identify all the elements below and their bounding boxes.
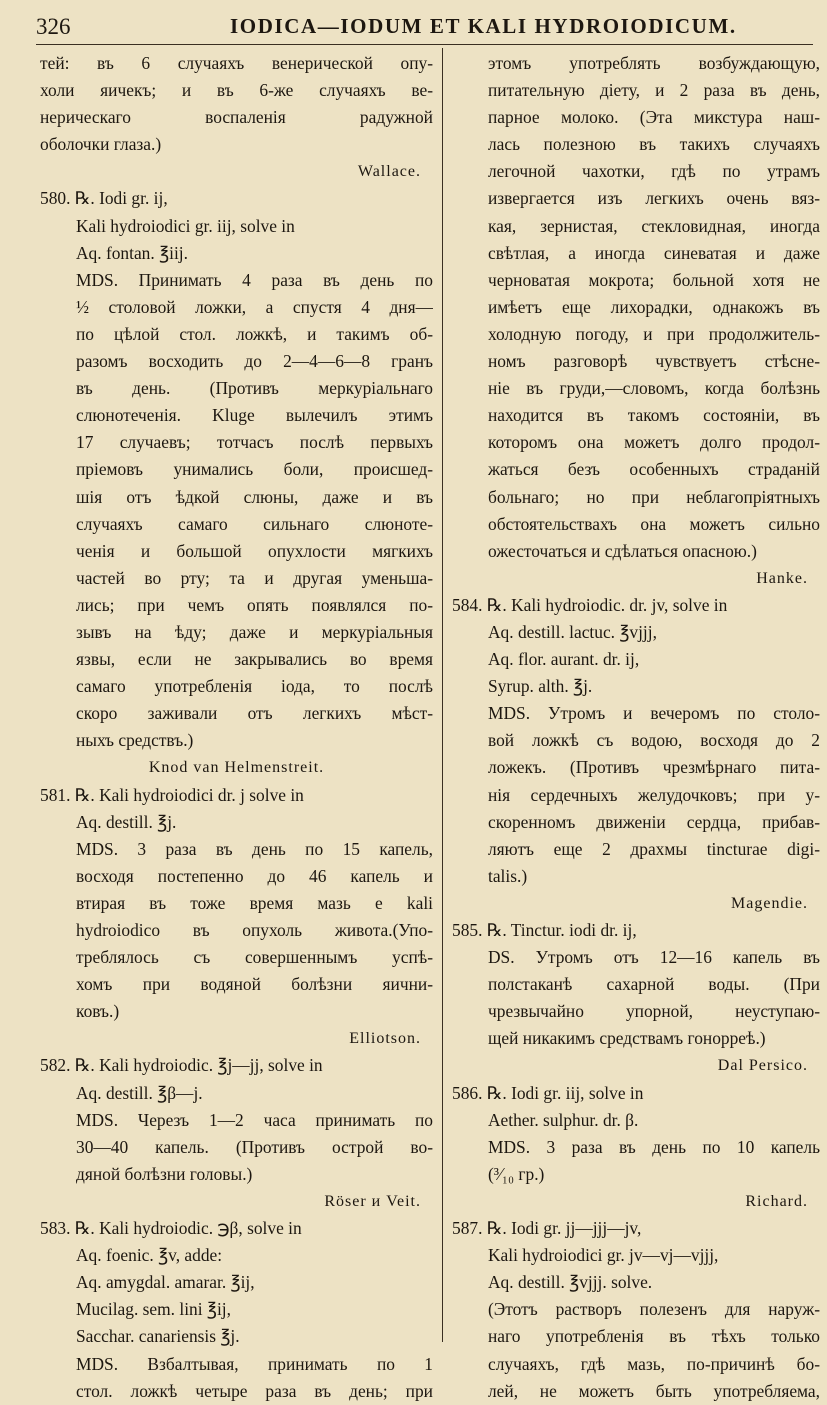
text-line: hydroiodico въ опухоль живота.(Упо- bbox=[76, 920, 433, 940]
text-line: MDS. Принимать 4 раза въ день по bbox=[76, 269, 433, 290]
text-line: хомъ при водяной болѣзни яични- bbox=[76, 974, 433, 995]
text-line: Kali hydroiodici gr. jv—vj—vjjj, bbox=[488, 1245, 719, 1266]
text-line: частей во рту; та и другая уменьша- bbox=[76, 567, 433, 588]
text-line: Sacchar. canariensis ℥j. bbox=[76, 1326, 240, 1347]
text-line: ковъ.) bbox=[76, 1001, 120, 1022]
text-line: (³⁄₁₀ гр.) bbox=[488, 1163, 545, 1184]
page-number: 326 bbox=[36, 14, 71, 39]
author-attribution: Dal Persico. bbox=[717, 1057, 808, 1075]
text-line: Mucilag. sem. lini ℥ij, bbox=[76, 1299, 231, 1320]
column-divider bbox=[442, 48, 443, 1342]
text-line: нія сердечныхъ желудочковъ; при у- bbox=[488, 784, 820, 805]
text-line: слюнотеченія. Kluge вылечилъ этимъ bbox=[76, 405, 433, 426]
text-line: скоренномъ движеніи сердца, прибав- bbox=[488, 811, 820, 832]
text-line: тей: въ 6 случаяхъ венерической опу- bbox=[40, 53, 433, 73]
text-line: случаяхъ, гдѣ мазь, по-причинѣ бо- bbox=[488, 1353, 820, 1374]
text-line: холодную погоду, и при продолжитель- bbox=[488, 323, 820, 344]
text-line: MDS. Взбалтывая, принимать по 1 bbox=[76, 1353, 433, 1374]
header-rule bbox=[36, 44, 813, 45]
text-line: стол. ложкѣ четыре раза въ день; при bbox=[76, 1380, 433, 1401]
text-line: ½ столовой ложки, а спустя 4 дня— bbox=[76, 296, 433, 317]
text-line: лей, не можетъ быть употребляема, bbox=[488, 1380, 820, 1401]
text-line: нерическаго воспаленія радужной bbox=[40, 107, 433, 128]
text-line: этомъ употреблять возбуждающую, bbox=[488, 53, 820, 73]
text-line: скоро заживали отъ легкихъ мѣст- bbox=[76, 703, 433, 724]
author-attribution: Richard. bbox=[745, 1192, 808, 1210]
text-line: полстаканѣ сахарной воды. (При bbox=[488, 974, 820, 995]
author-attribution: Wallace. bbox=[357, 163, 421, 181]
text-line: ляютъ еще 2 драхмы tincturae digi- bbox=[488, 838, 820, 859]
text-line: свѣтлая, а иногда синеватая и даже bbox=[488, 242, 820, 263]
text-line: Aq. destill. ℥β—j. bbox=[76, 1082, 203, 1103]
text-line: Aq. destill. lactuc. ℥vjjj, bbox=[488, 621, 657, 642]
text-line: жаться безъ особенныхъ страданій bbox=[488, 459, 820, 480]
text-line: лась полезною въ такихъ случаяхъ bbox=[488, 134, 820, 155]
text-line: ложекъ. (Противъ чрезмѣрнаго пита- bbox=[488, 757, 820, 778]
recipe-header: 581. ℞. Kali hydroiodici dr. j solve in bbox=[40, 784, 304, 805]
text-line: имѣетъ еще лихорадки, однакожъ въ bbox=[488, 296, 820, 317]
text-line: 17 случаевъ; тотчасъ послѣ первыхъ bbox=[76, 432, 433, 453]
text-line: номъ разговорѣ чувствуетъ стѣсне- bbox=[488, 351, 820, 372]
text-line: кая, зернистая, стекловидная, иногда bbox=[488, 215, 820, 236]
text-line: черноватая мокрота; больной хотя не bbox=[488, 269, 820, 290]
text-line: оболочки глаза.) bbox=[40, 134, 162, 155]
text-line: больнаго; но при неблагопріятныхъ bbox=[488, 486, 820, 507]
text-line: 30—40 капель. (Противъ острой во- bbox=[76, 1136, 433, 1157]
text-line: лись; при чемъ опять появлялся по- bbox=[76, 594, 433, 615]
text-line: MDS. 3 раза въ день по 15 капель, bbox=[76, 838, 433, 859]
recipe-header: 583. ℞. Kali hydroiodic. ℈β, solve in bbox=[40, 1218, 302, 1239]
text-line: шія отъ ѣдкой слюны, даже и въ bbox=[76, 486, 433, 507]
text-line: (Этотъ растворъ полезенъ для наруж- bbox=[488, 1299, 820, 1320]
text-line: пріемовъ унимались боли, происшед- bbox=[76, 459, 433, 480]
recipe-header: 580. ℞. Iodi gr. ij, bbox=[40, 188, 168, 209]
text-line: самаго употребленія іода, то послѣ bbox=[76, 676, 433, 697]
text-line: находится въ такомъ состояніи, въ bbox=[488, 405, 820, 426]
text-line: MDS. Утромъ и вечеромъ по столо- bbox=[488, 703, 820, 724]
text-line: talis.) bbox=[488, 865, 528, 886]
page-header bbox=[30, 6, 807, 46]
text-line: по цѣлой стол. ложкѣ, и такимъ об- bbox=[76, 323, 433, 344]
text-line: Aq. flor. aurant. dr. ij, bbox=[488, 649, 640, 670]
author-attribution: Elliotson. bbox=[349, 1030, 421, 1048]
recipe-header: 584. ℞. Kali hydroiodic. dr. jv, solve in bbox=[452, 594, 728, 615]
text-line: ожесточаться и сдѣлаться опасною.) bbox=[488, 540, 757, 561]
right-column bbox=[452, 50, 820, 1405]
text-line: щей никакимъ средствамъ гонорреѣ.) bbox=[488, 1028, 766, 1049]
text-line: язвы, если не закрывались во время bbox=[76, 649, 433, 670]
text-line: Aether. sulphur. dr. β. bbox=[488, 1109, 639, 1130]
text-line: DS. Утромъ отъ 12—16 капель въ bbox=[488, 947, 820, 968]
text-line: ніе въ груди,—словомъ, когда болѣзнь bbox=[488, 378, 820, 399]
text-line: обстоятельствахъ она можетъ сильно bbox=[488, 513, 820, 534]
text-line: разомъ восходить до 2—4—6—8 гранъ bbox=[76, 351, 433, 372]
text-line: MDS. 3 раза въ день по 10 капель bbox=[488, 1136, 820, 1157]
text-line: въ день. (Противъ меркуріальнаго bbox=[76, 378, 433, 399]
text-line: Syrup. alth. ℥j. bbox=[488, 676, 593, 697]
author-attribution: Magendie. bbox=[731, 894, 808, 912]
author-attribution: Hanke. bbox=[756, 569, 808, 587]
author-attribution: Knod van Helmenstreit. bbox=[148, 759, 325, 777]
text-line: извергается изъ легкихъ очень вяз- bbox=[488, 188, 820, 209]
left-column bbox=[40, 50, 433, 1405]
text-line: которомъ она можетъ долго продол- bbox=[488, 432, 820, 453]
text-line: Aq. destill. ℥vjjj. solve. bbox=[488, 1272, 653, 1293]
text-line: зывъ на ѣду; даже и меркуріальныя bbox=[76, 621, 433, 642]
text-line: дяной болѣзни головы.) bbox=[76, 1163, 253, 1184]
text-line: Aq. destill. ℥j. bbox=[76, 811, 177, 832]
text-line: случаяхъ самаго сильнаго слюноте- bbox=[76, 513, 433, 534]
text-line: холи яичекъ; и въ 6-же случаяхъ ве- bbox=[40, 80, 433, 101]
text-line: ныхъ средствъ.) bbox=[76, 730, 194, 751]
text-line: вой ложкѣ съ водою, восходя до 2 bbox=[488, 730, 820, 751]
recipe-header: 587. ℞. Iodi gr. jj—jjj—jv, bbox=[452, 1218, 642, 1239]
text-line: парное молоко. (Эта микстура наш- bbox=[488, 107, 820, 128]
author-attribution: Röser и Veit. bbox=[324, 1192, 421, 1210]
text-line: втирая въ тоже время мазь е kali bbox=[76, 892, 433, 913]
text-line: Aq. fontan. ℥iij. bbox=[76, 242, 188, 263]
text-line: легочной чахотки, гдѣ по утрамъ bbox=[488, 161, 820, 182]
recipe-header: 585. ℞. Tinctur. iodi dr. ij, bbox=[452, 920, 637, 940]
text-line: ченія и большой опухлости мягкихъ bbox=[76, 540, 433, 561]
text-line: чрезвычайно упорной, неуступаю- bbox=[488, 1001, 820, 1022]
text-line: Kali hydroiodici gr. iij, solve in bbox=[76, 215, 295, 236]
recipe-header: 582. ℞. Kali hydroiodic. ℥j—jj, solve in bbox=[40, 1055, 323, 1076]
text-line: наго употребленія въ тѣхъ только bbox=[488, 1326, 820, 1347]
text-line: Aq. foenic. ℥v, adde: bbox=[76, 1245, 223, 1266]
running-title: IODICA—IODUM ET KALI HYDROIODICUM. bbox=[230, 14, 737, 38]
text-line: восходя постепенно до 46 капель и bbox=[76, 865, 433, 886]
text-line: питательную діету, и 2 раза въ день, bbox=[488, 80, 820, 101]
text-line: Aq. amygdal. amarar. ℥ij, bbox=[76, 1272, 255, 1293]
text-line: треблялось съ совершеннымъ успѣ- bbox=[76, 947, 433, 968]
recipe-header: 586. ℞. Iodi gr. iij, solve in bbox=[452, 1082, 644, 1103]
text-line: MDS. Черезъ 1—2 часа принимать по bbox=[76, 1109, 433, 1130]
